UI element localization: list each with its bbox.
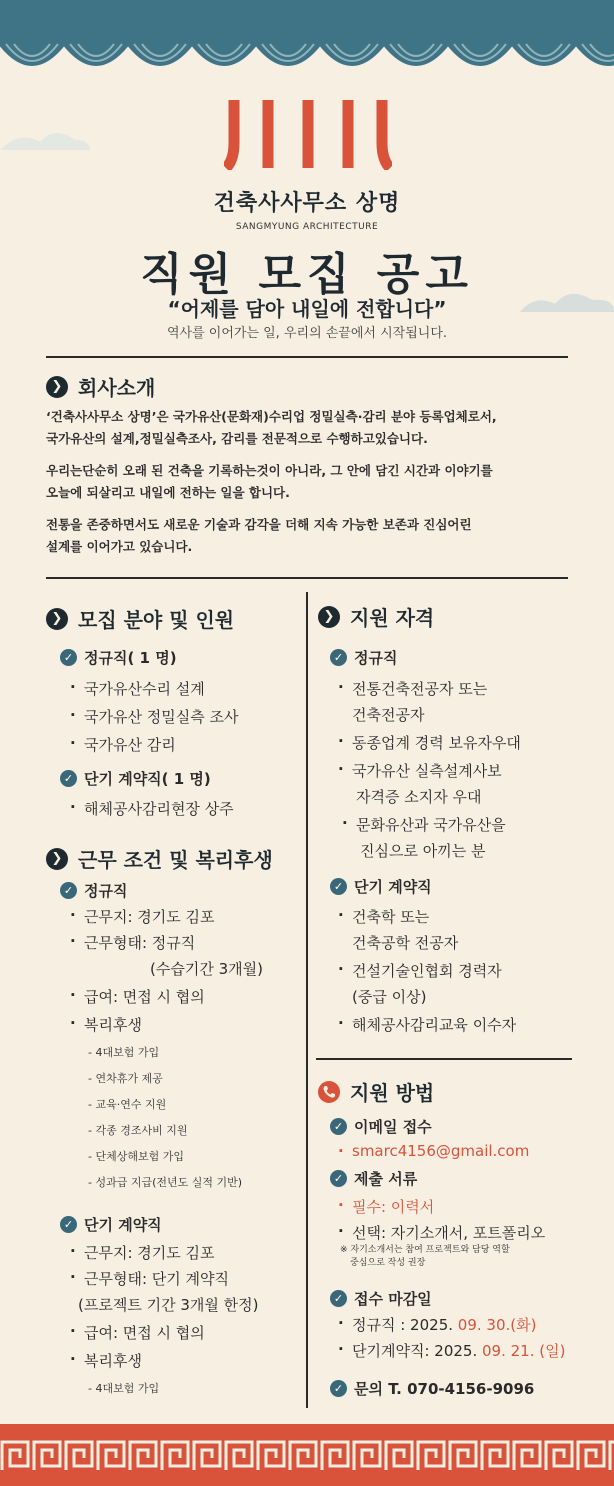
check-circle-icon: ✓ bbox=[330, 878, 347, 895]
list-item: · 근무지: 경기도 김포 bbox=[84, 1242, 215, 1263]
recruit-short-label: ✓ 단기 계약직( 1 명) bbox=[60, 768, 211, 789]
wave-pattern-top bbox=[0, 0, 614, 80]
list-item-continued: 진심으로 아끼는 분 bbox=[360, 842, 486, 860]
section-conditions-heading: ❯ 근무 조건 및 복리후생 bbox=[46, 844, 273, 873]
docs-optional: · 선택: 자기소개서, 포트폴리오 bbox=[352, 1222, 545, 1243]
list-item-continued: (중급 이상) bbox=[352, 988, 427, 1006]
check-circle-icon: ✓ bbox=[60, 1216, 77, 1233]
list-item: · 근무지: 경기도 김포 bbox=[84, 906, 215, 927]
list-item: · 해체공사감리교육 이수자 bbox=[352, 1014, 516, 1035]
docs-required: · 필수: 이력서 bbox=[352, 1196, 434, 1217]
apply-docs-label: ✓ 제출 서류 bbox=[330, 1168, 417, 1189]
check-circle-icon: ✓ bbox=[330, 1170, 347, 1187]
company-name: 건축사사무소 상명 bbox=[213, 191, 401, 216]
check-circle-icon: ✓ bbox=[330, 1118, 347, 1135]
list-item: · 건설기술인협회 경력자 bbox=[352, 960, 502, 981]
phone-icon bbox=[318, 1081, 340, 1103]
company-name-english: SANGMYUNG ARCHITECTURE bbox=[235, 222, 379, 232]
list-item: · 국가유산수리 설계 bbox=[84, 678, 205, 699]
list-item: · 국가유산 실측설계사보 bbox=[352, 760, 502, 781]
cloud-decoration-left bbox=[0, 120, 90, 160]
list-item: · 급여: 면접 시 협의 bbox=[84, 986, 205, 1007]
check-circle-icon: ✓ bbox=[60, 649, 77, 666]
section-recruit-heading: ❯ 모집 분야 및 인원 bbox=[46, 604, 234, 633]
qualification-regular-label: ✓ 정규직 bbox=[330, 647, 397, 668]
page-title: 직원 모집 공고 bbox=[140, 249, 474, 300]
slogan-subtitle: 역사를 이어가는 일, 우리의 손끝에서 시작됩니다. bbox=[166, 326, 448, 341]
section-intro-heading: ❯ 회사소개 bbox=[46, 372, 155, 401]
chevron-right-icon: ❯ bbox=[318, 606, 340, 628]
list-item: · 건축학 또는 bbox=[352, 906, 429, 927]
divider bbox=[316, 1058, 572, 1060]
welfare-item: - 성과급 지급(전년도 실적 기반) bbox=[88, 1176, 243, 1189]
slogan: “어제를 담아 내일에 전합니다” bbox=[167, 297, 447, 321]
deadline-short: · 단기계약직: 2025. 09. 21. (일) bbox=[352, 1340, 565, 1361]
conditions-short-label: ✓ 단기 계약직 bbox=[60, 1214, 162, 1235]
welfare-item: - 각종 경조사비 지원 bbox=[88, 1124, 188, 1137]
welfare-item: - 4대보험 가입 bbox=[88, 1382, 160, 1395]
chevron-right-icon: ❯ bbox=[46, 848, 68, 870]
list-item: · 복리후생 bbox=[84, 1350, 142, 1371]
list-item: · 국가유산 감리 bbox=[84, 734, 176, 755]
welfare-item: - 교육·연수 지원 bbox=[88, 1098, 167, 1111]
intro-paragraph-1: ‘건축사사무소 상명’은 국가유산(문화재)수리업 정밀실측·감리 분야 등록업체로서, 국가유산의 설계,정밀실측조사, 감리를 전문적으로 수행하고있습니다. bbox=[46, 409, 497, 446]
chevron-right-icon: ❯ bbox=[46, 608, 68, 630]
list-item-continued: 건축전공자 bbox=[352, 706, 425, 724]
welfare-item: - 단체상해보험 가입 bbox=[88, 1150, 184, 1163]
check-circle-icon: ✓ bbox=[330, 1380, 347, 1397]
docs-note: ※ 자기소개서는 참여 프로젝트와 담당 역할 중심으로 작성 권장 bbox=[340, 1245, 510, 1268]
list-item: · 근무형태: 단기 계약직 bbox=[84, 1268, 229, 1289]
list-item: · 해체공사감리현장 상주 bbox=[84, 798, 234, 819]
check-circle-icon: ✓ bbox=[60, 770, 77, 787]
list-item-continued: (프로젝트 기간 3개월 한정) bbox=[78, 1296, 259, 1314]
section-apply-heading: 지원 방법 bbox=[318, 1077, 434, 1106]
divider bbox=[46, 577, 568, 579]
email-link[interactable]: · smarc4156@gmail.com bbox=[352, 1142, 529, 1160]
list-item: · 국가유산 정밀실측 조사 bbox=[84, 706, 238, 727]
recruit-regular-label: ✓ 정규직( 1 명) bbox=[60, 647, 177, 668]
conditions-regular-label: ✓ 정규직 bbox=[60, 880, 127, 901]
company-logo bbox=[224, 98, 392, 170]
list-item: · 전통건축전공자 또는 bbox=[352, 678, 487, 699]
list-item-continued: 자격증 소지자 우대 bbox=[356, 788, 482, 806]
welfare-item: - 4대보험 가입 bbox=[88, 1046, 160, 1059]
apply-email-label: ✓ 이메일 접수 bbox=[330, 1116, 432, 1137]
section-qualification-heading: ❯ 지원 자격 bbox=[318, 602, 434, 631]
contact-phone: ✓ 문의 T. 070-4156-9096 bbox=[330, 1378, 534, 1399]
check-circle-icon: ✓ bbox=[60, 882, 77, 899]
apply-deadline-label: ✓ 접수 마감일 bbox=[330, 1288, 432, 1309]
meander-pattern-bottom bbox=[0, 1436, 614, 1476]
chevron-right-icon: ❯ bbox=[46, 376, 68, 398]
check-circle-icon: ✓ bbox=[330, 1290, 347, 1307]
list-item-continued: (수습기간 3개월) bbox=[150, 960, 263, 978]
list-item: · 동종업계 경력 보유자우대 bbox=[352, 732, 521, 753]
intro-paragraph-2: 우리는단순히 오래 된 건축을 기록하는것이 아니라, 그 안에 담긴 시간과 이야기를 오늘에 되살리고 내일에 전하는 일을 합니다. bbox=[46, 463, 493, 500]
divider bbox=[46, 356, 568, 358]
list-item: · 복리후생 bbox=[84, 1014, 142, 1035]
list-item-continued: 건축공학 전공자 bbox=[352, 934, 459, 952]
list-item: · 근무형태: 정규직 bbox=[84, 932, 195, 953]
check-circle-icon: ✓ bbox=[330, 649, 347, 666]
list-item: · 급여: 면접 시 협의 bbox=[84, 1322, 205, 1343]
welfare-item: - 연차휴가 제공 bbox=[88, 1072, 163, 1085]
qualification-short-label: ✓ 단기 계약직 bbox=[330, 876, 432, 897]
deadline-regular: · 정규직 : 2025. 09. 30.(화) bbox=[352, 1314, 536, 1335]
intro-paragraph-3: 전통을 존중하면서도 새로운 기술과 감각을 더해 지속 가능한 보존과 진심어린 설계를 이어가고 있습니다. bbox=[46, 517, 472, 554]
column-divider bbox=[306, 592, 308, 1408]
list-item: · 문화유산과 국가유산을 bbox=[356, 814, 506, 835]
